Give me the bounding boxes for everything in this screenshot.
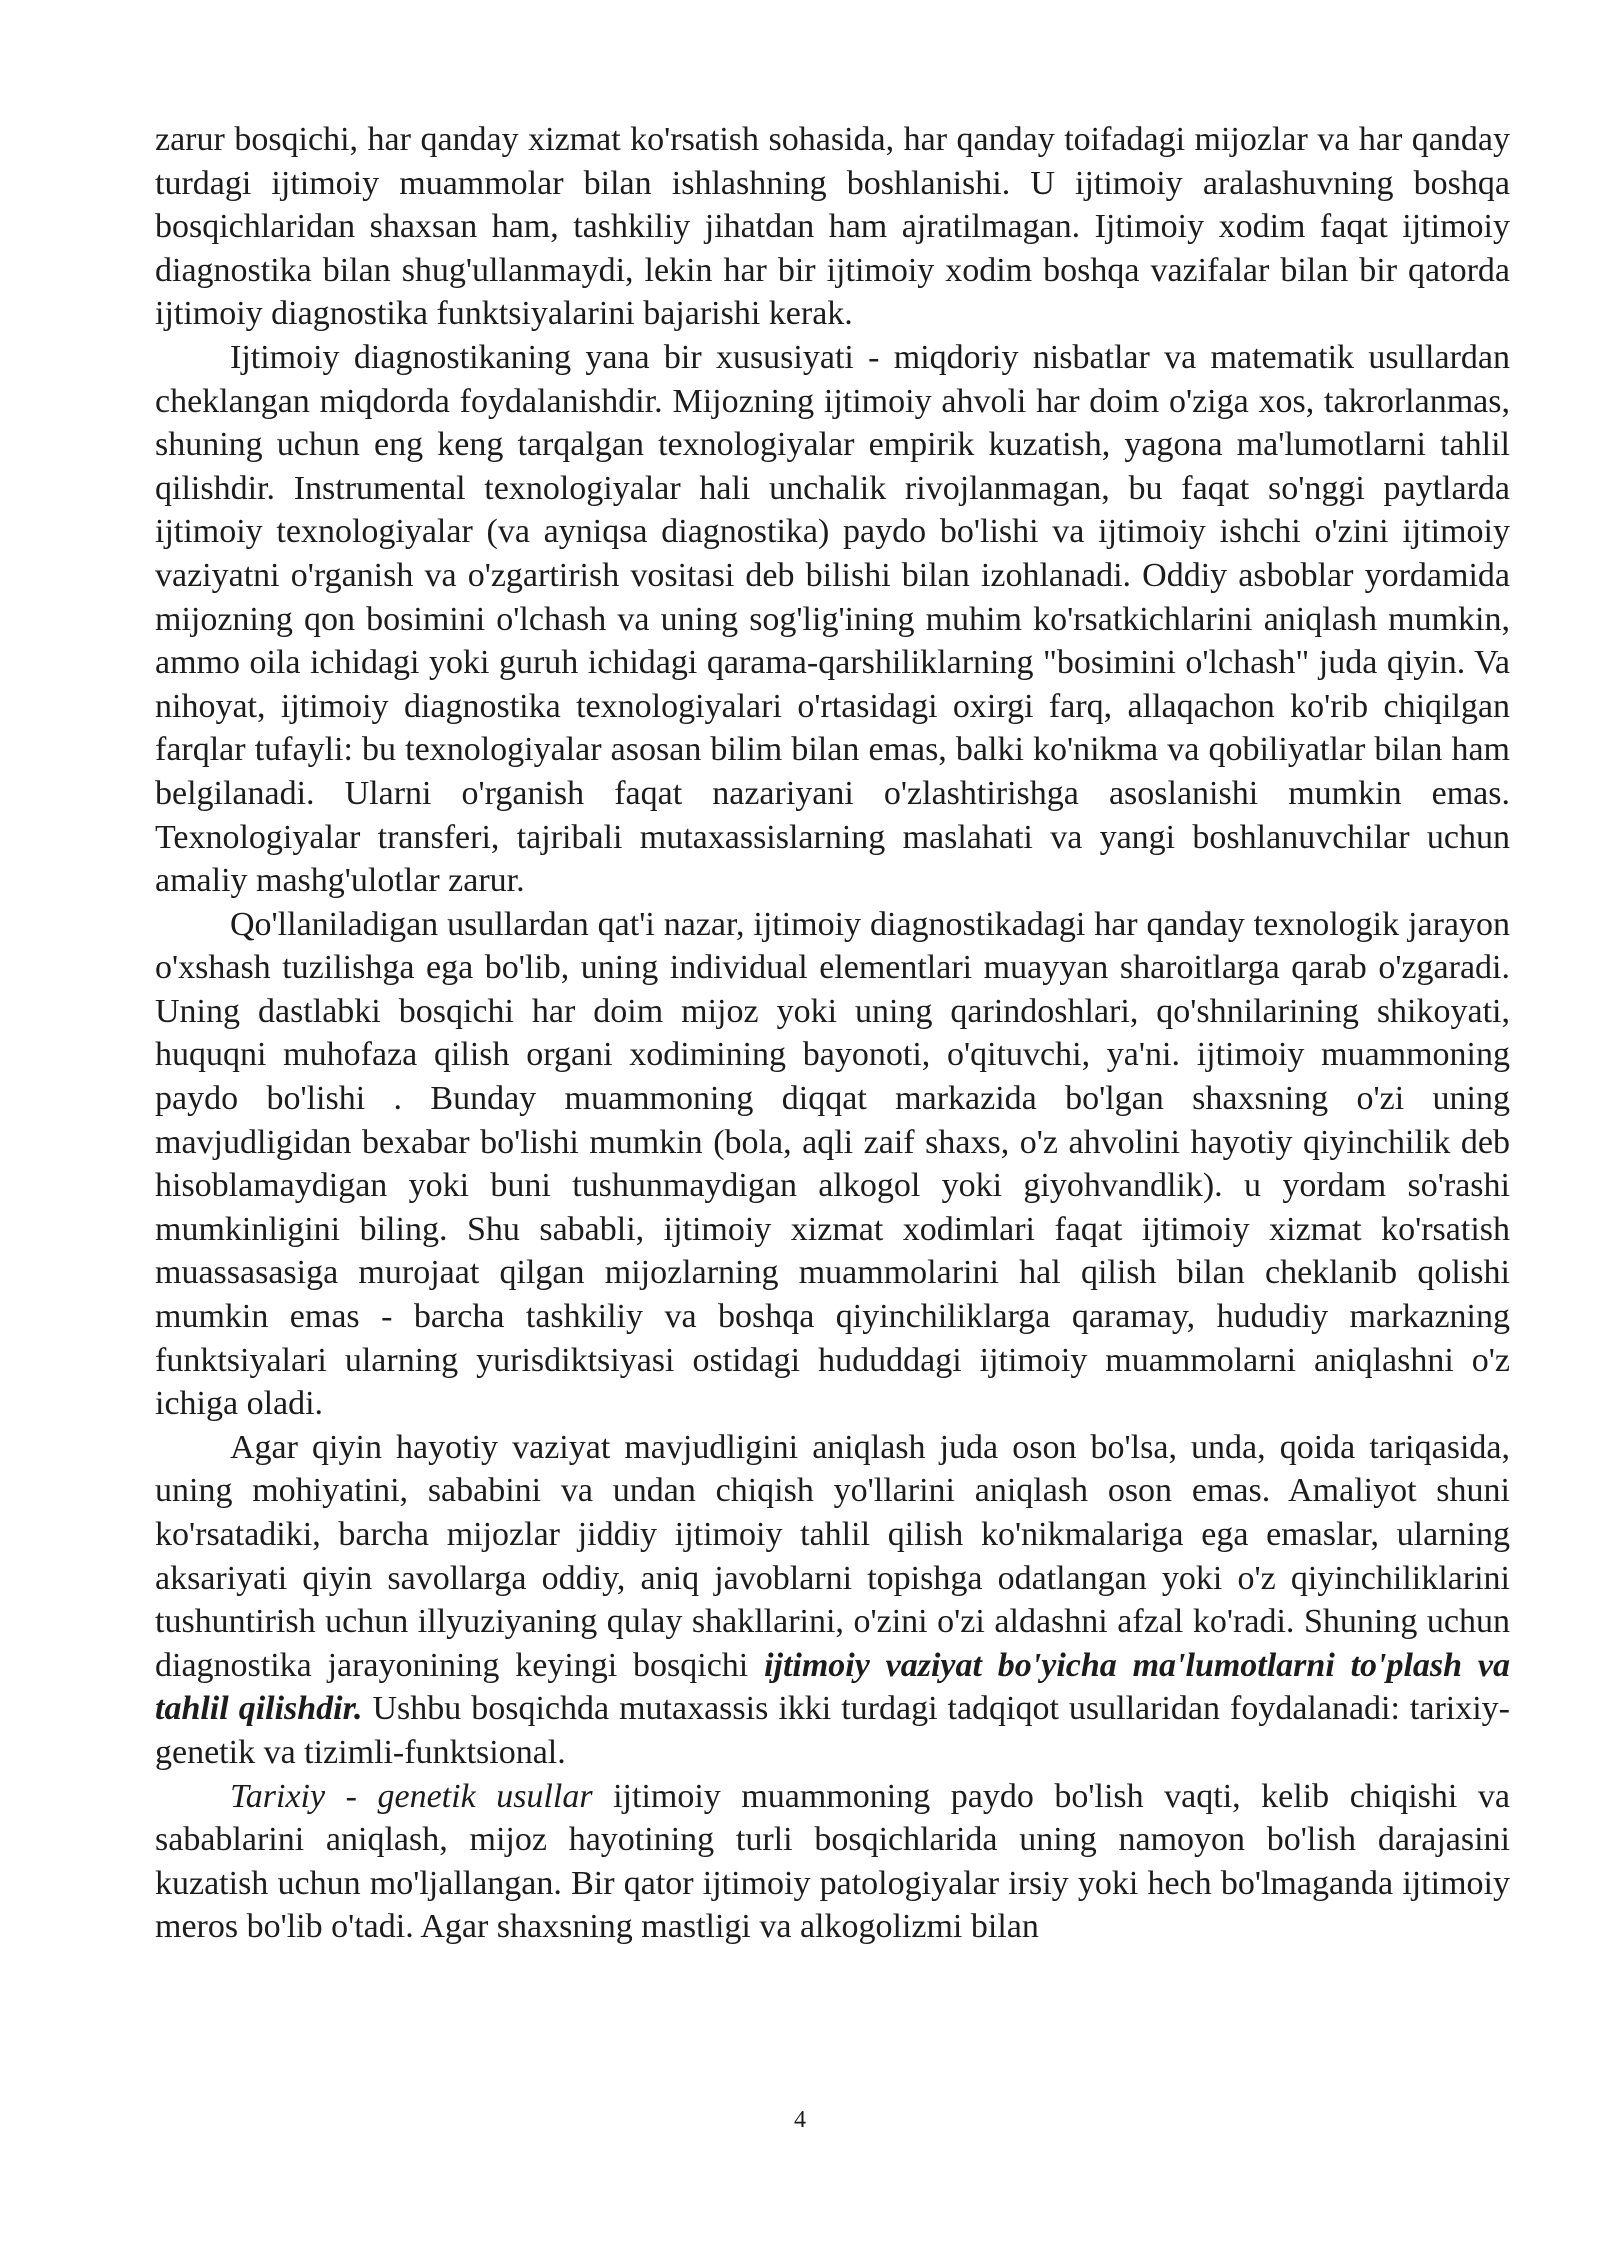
paragraph-4-text-before: Agar qiyin hayotiy vaziyat mavjudligini aniqlash juda oson bo'lsa, unda, qoida tariqasida, uning mohiyatini, sababini va undan chiqish yo'llarini aniqlash oson emas. Amaliyot shuni ko'rsatadiki, barcha mijozlar jiddiy ijtimoiy tahlil qilish ko'nikmalariga ega emaslar, ularning aksariyati qiyin savollarga oddiy, aniq javoblarni topishga odatlangan yoki o'z qiyinchiliklarini tushuntirish uchun illyuziyaning qulay shakllarini, o'zini o'zi aldashni afzal ko'radi. Shuning uchun diagnostika jarayonining keyingi bosqichi [155,1428,1510,1684]
paragraph-5 [155,1775,1510,1949]
paragraph-3: Qo'llaniladigan usullardan qat'i nazar, ijtimoiy diagnostikadagi har qanday texnologik jarayon o'xshash tuzilishga ega bo'lib, uning individual elementlari muayyan sharoitlarga qarab o'zgaradi. Uning dastlabki bosqichi har doim mijoz yoki uning qarindoshlari, qo'shnilarining shikoyati, huquqni muhofaza qilish organi xodimining bayonoti, o'qituvchi, ya'ni. ijtimoiy muammoning paydo bo'lishi . Bunday muammoning diqqat markazida bo'lgan shaxsning o'zi uning mavjudligidan bexabar bo'lishi mumkin (bola, aqli zaif shaxs, o'z ahvolini hayotiy qiyinchilik deb hisoblamaydigan yoki buni tushunmaydigan alkogol yoki giyohvandlik). u yordam so'rashi mumkinligini biling. Shu sababli, ijtimoiy xizmat xodimlari faqat ijtimoiy xizmat ko'rsatish muassasasiga murojaat qilgan mijozlarning muammolarini hal qilish bilan cheklanib qolishi mumkin emas - barcha tashkiliy va boshqa qiyinchiliklarga qaramay, hududiy markazning funktsiyalari ularning yurisdiktsiyasi ostidagi hududdagi ijtimoiy muammolarni aniqlashni o'z ichiga oladi. [155,905,1510,1423]
document-body [155,118,1510,1949]
paragraph-4-text-after: Ushbu bosqichda mutaxassis ikki turdagi tadqiqot usullaridan foydalanadi: tarixiy-genetik va tizimli-funktsional. [155,1690,1510,1771]
paragraph-2: Ijtimoiy diagnostikaning yana bir xususiyati - miqdoriy nisbatlar va matematik usullardan cheklangan miqdorda foydalanishdir. Mijozning ijtimoiy ahvoli har doim o'ziga xos, takrorlanmas, shuning uchun eng keng tarqalgan texnologiyalar empirik kuzatish, yagona ma'lumotlarni tahlil qilishdir. Instrumental texnologiyalar hali unchalik rivojlanmagan, bu faqat so'nggi paytlarda ijtimoiy texnologiyalar (va ayniqsa diagnostika) paydo bo'lishi va ijtimoiy ishchi o'zini ijtimoiy vaziyatni o'rganish va o'zgartirish vositasi deb bilishi bilan izohlanadi. Oddiy asboblar yordamida mijozning qon bosimini o'lchash va uning sog'lig'ining muhim ko'rsatkichlarini aniqlash mumkin, ammo oila ichidagi yoki guruh ichidagi qarama-qarshiliklarning "bosimini o'lchash" juda qiyin. Va nihoyat, ijtimoiy diagnostika texnologiyalari o'rtasidagi oxirgi farq, allaqachon ko'rib chiqilgan farqlar tufayli: bu texnologiyalar asosan bilim bilan emas, balki ko'nikma va qobiliyatlar bilan ham belgilanadi. Ularni o'rganish faqat nazariyani o'zlashtirishga asoslanishi mumkin emas. Texnologiyalar transferi, tajribali mutaxassislarning maslahati va yangi boshlanuvchilar uchun amaliy mashg'ulotlar zarur. [155,338,1510,900]
page-number: 4 [794,2107,806,2133]
paragraph-4 [155,1426,1510,1775]
paragraph-5-text-after: ijtimoiy muammoning paydo bo'lish vaqti, kelib chiqishi va sabablarini aniqlash, mijoz hayotining turli bosqichlarida uning namoyon bo'lish darajasini kuzatish uchun mo'ljallangan. Bir qator ijtimoiy patologiyalar irsiy yoki hech bo'lmaganda ijtimoiy meros bo'lib o'tadi. Agar shaxsning mastligi va alkogolizmi bilan [155,1777,1510,1946]
paragraph-5-italic-lead: Tarixiy - genetik usullar [230,1777,593,1815]
paragraph-1: zarur bosqichi, har qanday xizmat ko'rsatish sohasida, har qanday toifadagi mijozlar va har qanday turdagi ijtimoiy muammolar bilan ishlashning boshlanishi. U ijtimoiy aralashuvning boshqa bosqichlaridan shaxsan ham, tashkiliy jihatdan ham ajratilmagan. Ijtimoiy xodim faqat ijtimoiy diagnostika bilan shug'ullanmaydi, lekin har bir ijtimoiy xodim boshqa vazifalar bilan bir qatorda ijtimoiy diagnostika funktsiyalarini bajarishi kerak. [155,121,1510,333]
paragraph-4-emphasis: ijtimoiy vaziyat bo'yicha ma'lumotlarni to'plash va tahlil qilishdir. [155,1646,1510,1728]
